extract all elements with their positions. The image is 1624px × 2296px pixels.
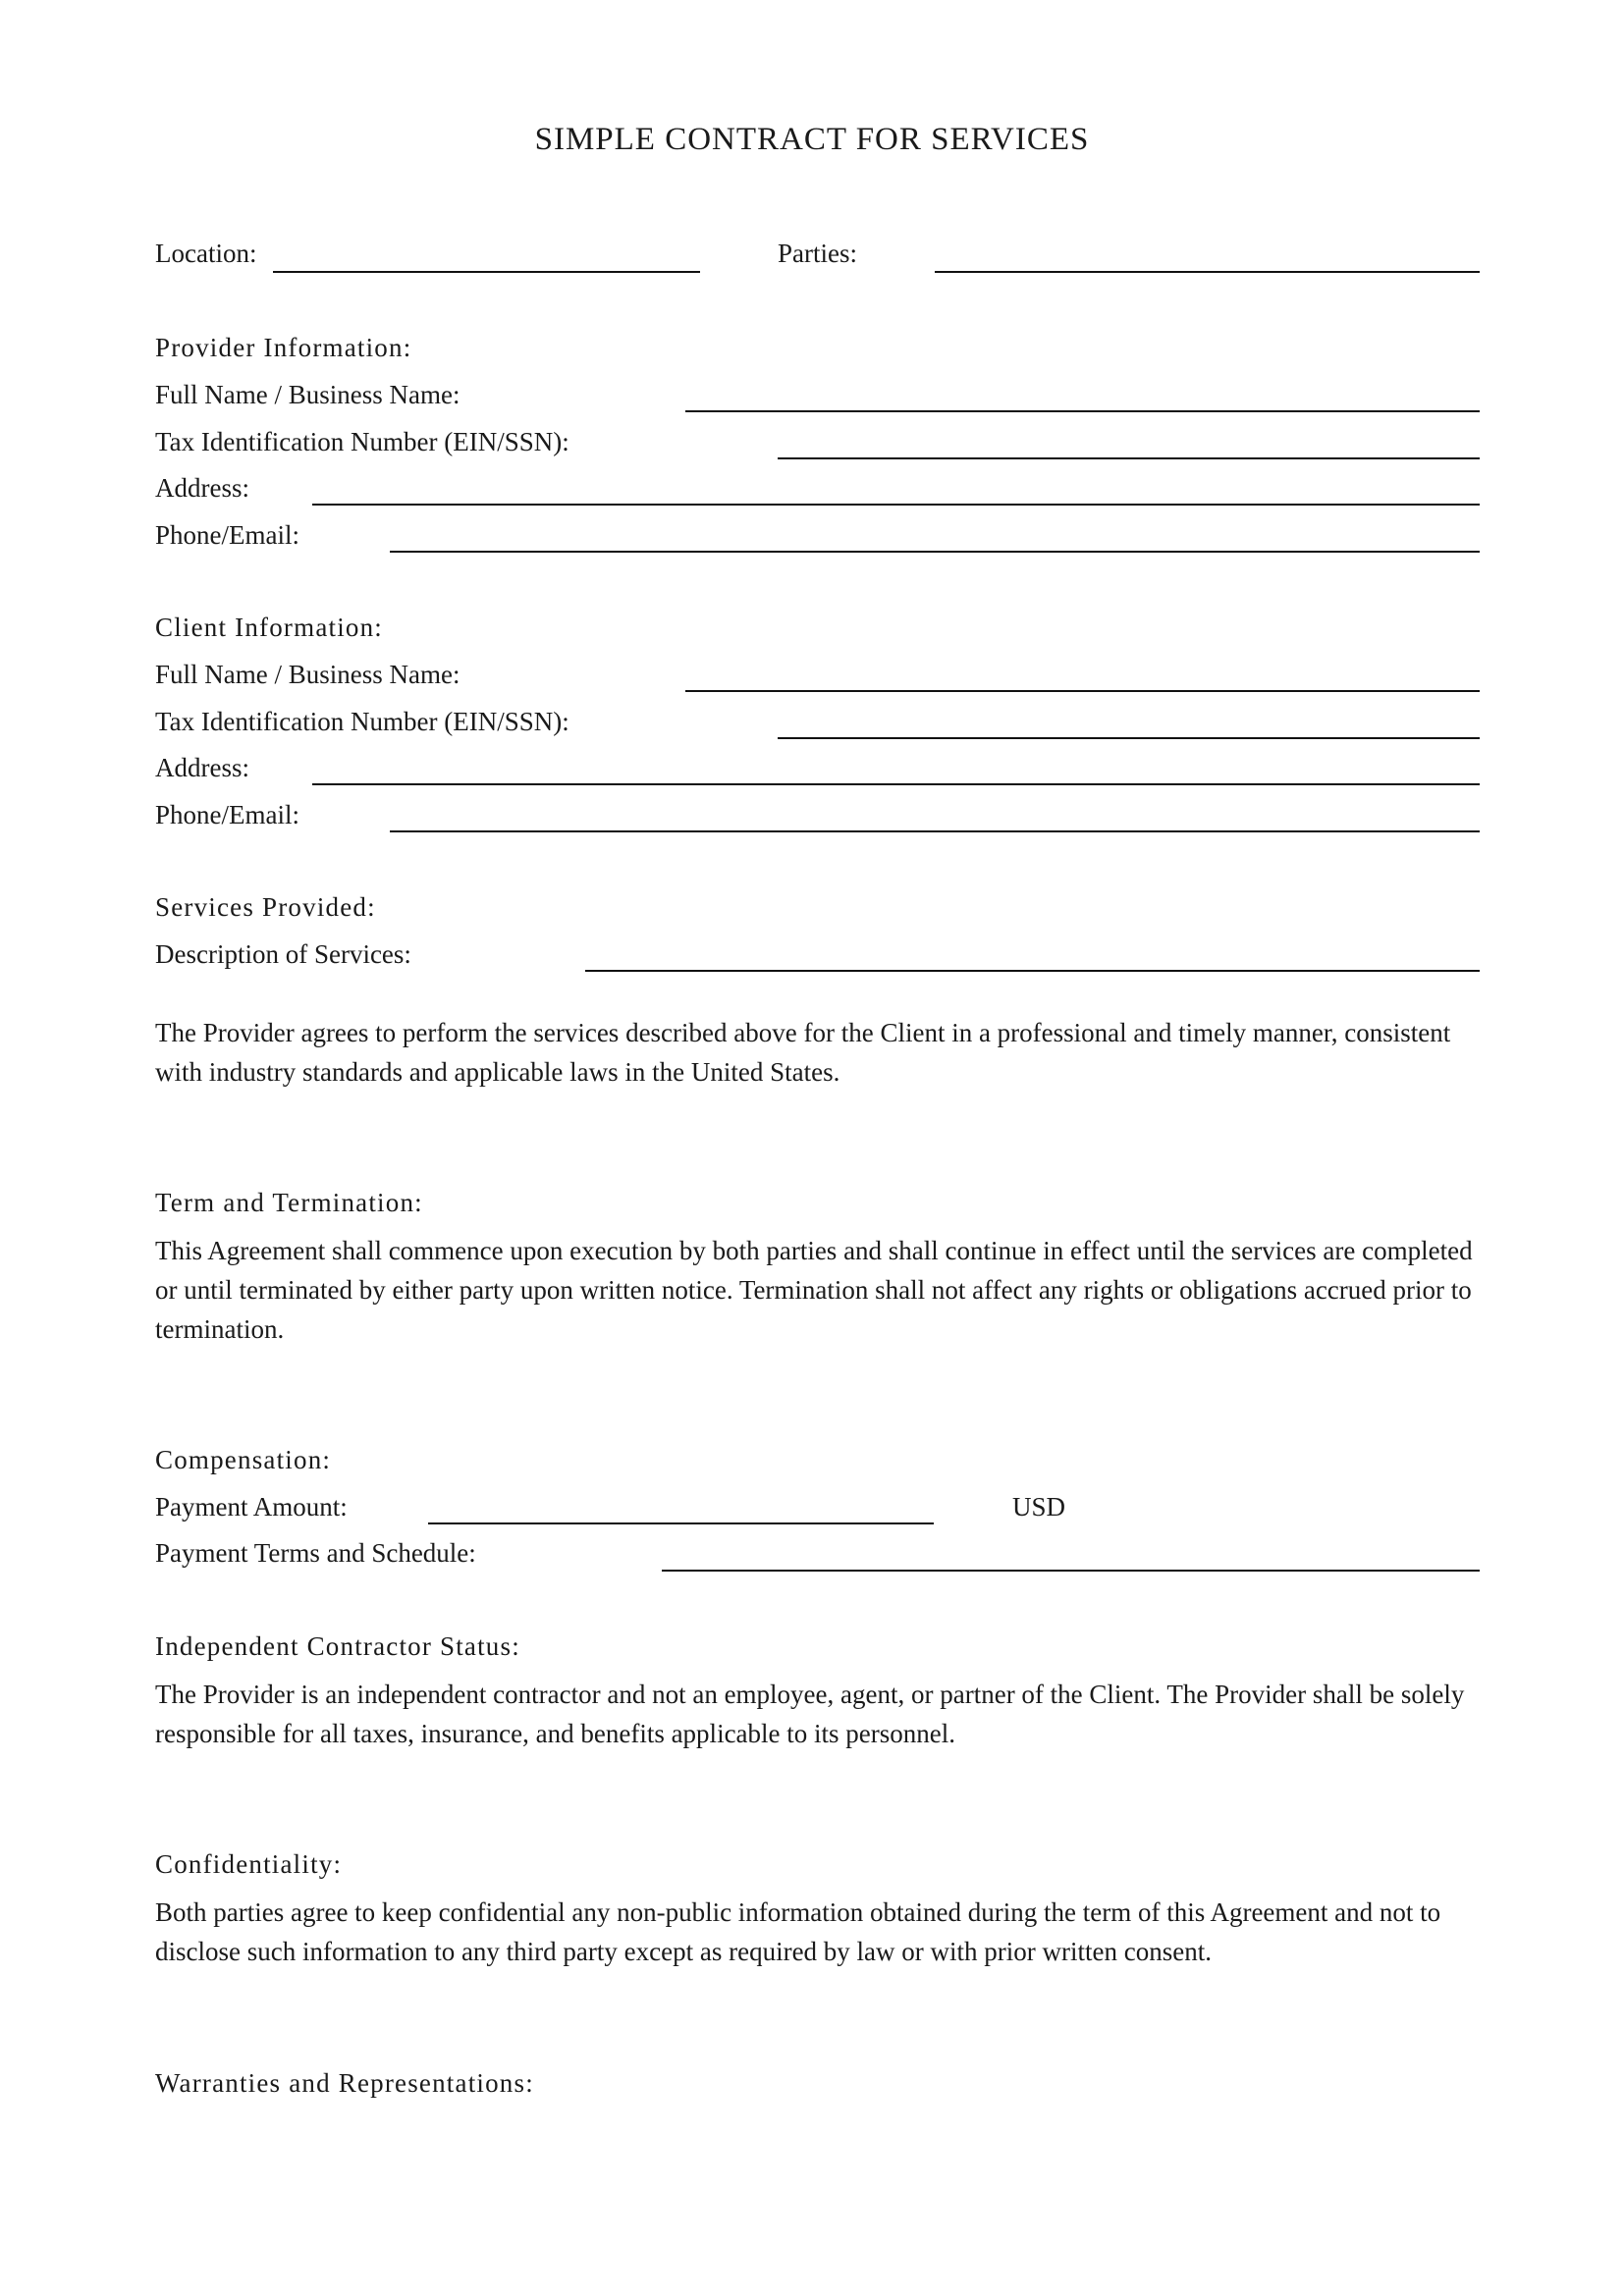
contractor-paragraph: The Provider is an independent contractor and not an employee, agent, or partner of the Client. The Provider shall be solely responsible for all taxes, insurance, and benefits applicable to its personnel. bbox=[155, 1680, 1465, 1748]
provider-address-field[interactable] bbox=[312, 504, 1480, 506]
client-address-label: Address: bbox=[155, 753, 249, 782]
parties-field[interactable] bbox=[935, 271, 1480, 273]
client-phone-label: Phone/Email: bbox=[155, 800, 299, 829]
provider-address-label: Address: bbox=[155, 473, 249, 503]
contractor-heading: Independent Contractor Status: bbox=[155, 1631, 520, 1661]
client-name-label: Full Name / Business Name: bbox=[155, 660, 460, 689]
client-heading: Client Information: bbox=[155, 613, 384, 642]
provider-phone-field[interactable] bbox=[390, 551, 1480, 553]
compensation-heading: Compensation: bbox=[155, 1445, 332, 1474]
payment-terms-field[interactable] bbox=[662, 1570, 1480, 1572]
location-label: Location: bbox=[155, 239, 257, 268]
parties-label: Parties: bbox=[778, 239, 857, 268]
term-paragraph: This Agreement shall commence upon execution by both parties and shall continue in effect until the services are completed or until terminated by either party upon written notice. Termination shall not affect any rights or obligations accrued prior to termination. bbox=[155, 1236, 1473, 1344]
client-name-field[interactable] bbox=[685, 690, 1480, 692]
services-paragraph: The Provider agrees to perform the services described above for the Client in a professional and timely manner, consistent with industry standards and applicable laws in the United States. bbox=[155, 1018, 1451, 1087]
client-phone-field[interactable] bbox=[390, 830, 1480, 832]
services-description-label: Description of Services: bbox=[155, 939, 411, 969]
services-description-field[interactable] bbox=[585, 970, 1480, 972]
provider-tax-field[interactable] bbox=[778, 457, 1480, 459]
client-tax-label: Tax Identification Number (EIN/SSN): bbox=[155, 707, 569, 736]
provider-name-label: Full Name / Business Name: bbox=[155, 380, 460, 409]
client-tax-field[interactable] bbox=[778, 737, 1480, 739]
location-field[interactable] bbox=[273, 271, 700, 273]
document-title: SIMPLE CONTRACT FOR SERVICES bbox=[534, 122, 1090, 157]
confidentiality-heading: Confidentiality: bbox=[155, 1849, 343, 1879]
provider-heading: Provider Information: bbox=[155, 333, 412, 362]
payment-amount-field[interactable] bbox=[428, 1522, 934, 1524]
currency-label: USD bbox=[1012, 1492, 1066, 1522]
confidentiality-paragraph: Both parties agree to keep confidential any non-public information obtained during the term of this Agreement and not to disclose such information to any third party except as required by law or with prior written consent. bbox=[155, 1897, 1441, 1966]
payment-terms-label: Payment Terms and Schedule: bbox=[155, 1538, 476, 1568]
warranties-heading: Warranties and Representations: bbox=[155, 2068, 534, 2098]
client-address-field[interactable] bbox=[312, 783, 1480, 785]
payment-amount-label: Payment Amount: bbox=[155, 1492, 348, 1522]
provider-tax-label: Tax Identification Number (EIN/SSN): bbox=[155, 427, 569, 456]
term-heading: Term and Termination: bbox=[155, 1188, 423, 1217]
provider-name-field[interactable] bbox=[685, 410, 1480, 412]
provider-phone-label: Phone/Email: bbox=[155, 520, 299, 550]
services-heading: Services Provided: bbox=[155, 892, 376, 922]
